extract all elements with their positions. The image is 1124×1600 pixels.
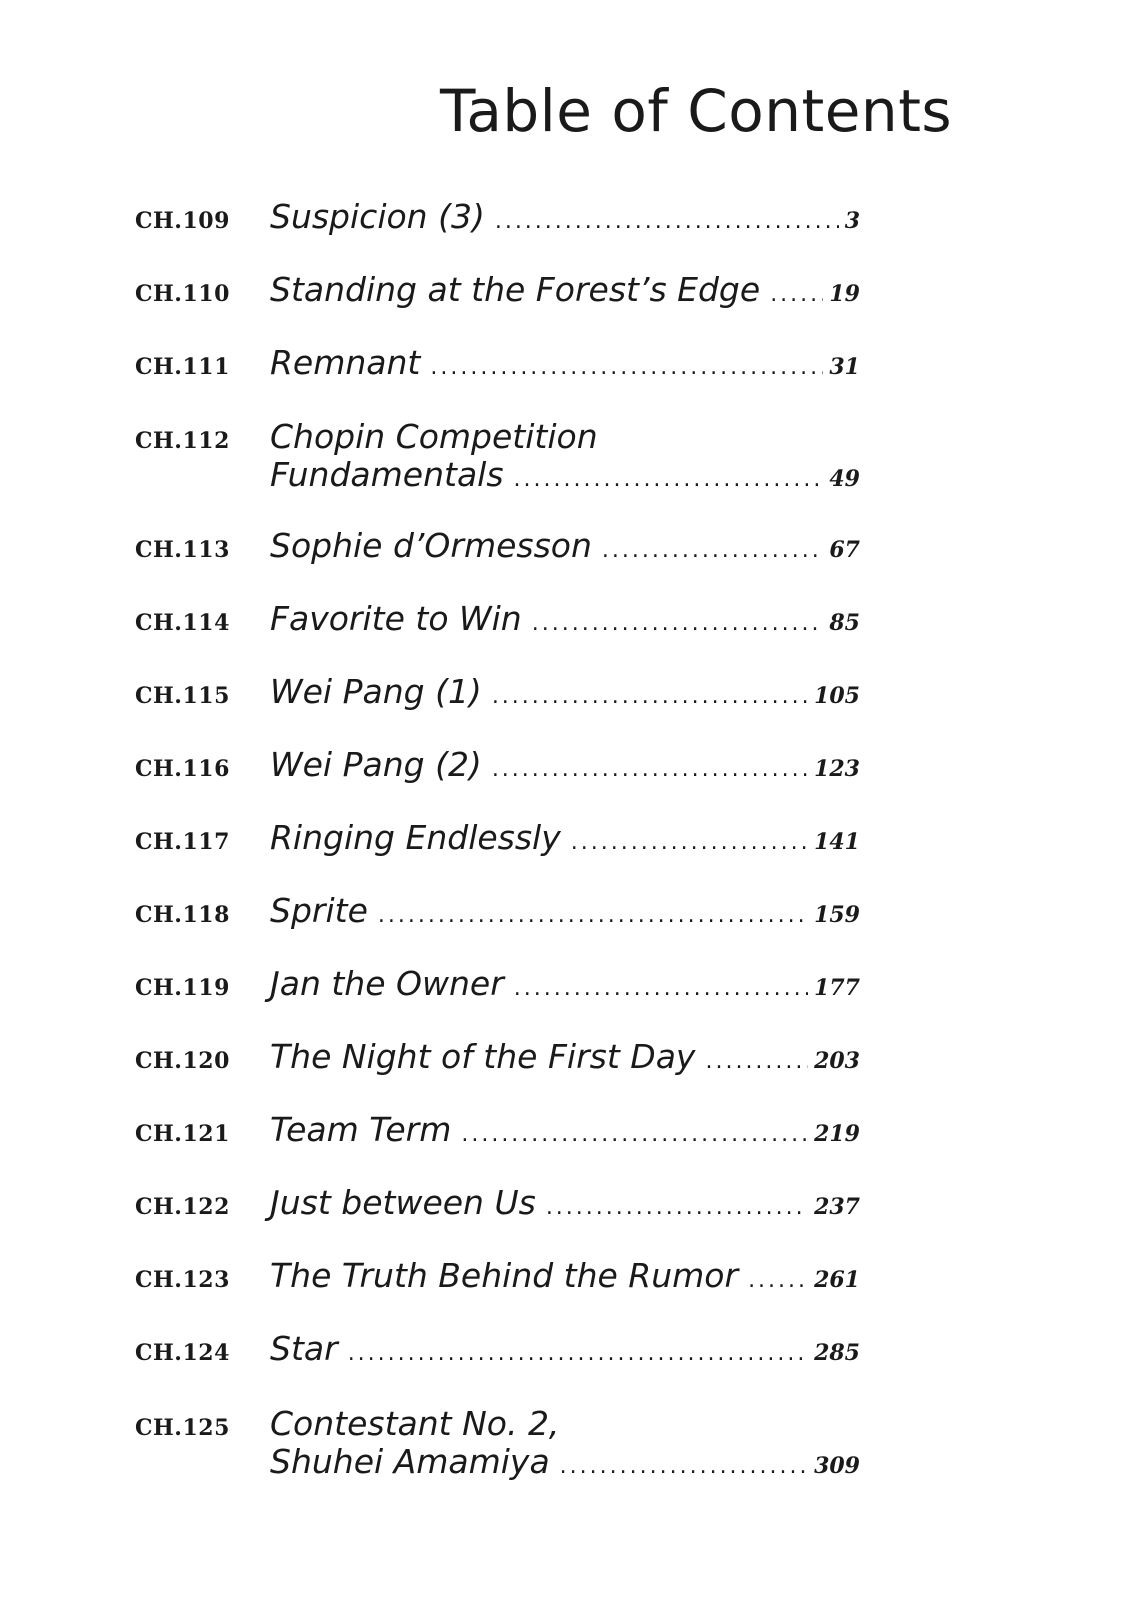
- chapter-number: CH.113: [135, 537, 230, 563]
- entry-body: [270, 819, 860, 862]
- dot-leader: [571, 824, 808, 862]
- page-number: 49: [829, 466, 860, 492]
- page-number: 203: [814, 1048, 860, 1074]
- chapter-title: Just between Us: [270, 1183, 536, 1222]
- entry-body: [270, 198, 860, 241]
- entry-line: [270, 1038, 860, 1081]
- dot-leader: [430, 349, 823, 387]
- chapter-number: CH.124: [135, 1340, 230, 1366]
- entry-line: [270, 746, 860, 789]
- chapter-title: Sprite: [270, 891, 368, 930]
- chapter-number: CH.111: [135, 354, 230, 380]
- entry-body: [270, 1038, 860, 1081]
- chapter-title-line1: Chopin Competition: [270, 417, 598, 456]
- chapter-title: Star: [270, 1329, 338, 1368]
- entry-body: [270, 1184, 860, 1227]
- dot-leader: [461, 1116, 808, 1154]
- entry-line: [270, 344, 860, 387]
- chapter-title: Standing at the Forest’s Edge: [270, 270, 761, 309]
- entry-body: [270, 746, 860, 789]
- chapter-number: CH.116: [135, 756, 230, 782]
- entry-line: [270, 527, 860, 570]
- entry-line: [270, 198, 860, 241]
- chapter-title: Jan the Owner: [270, 964, 504, 1003]
- chapter-title: The Truth Behind the Rumor: [270, 1256, 739, 1295]
- dot-leader: [546, 1189, 808, 1227]
- chapter-title: Ringing Endlessly: [270, 818, 561, 857]
- chapter-title: Team Term: [270, 1110, 452, 1149]
- chapter-number: CH.109: [135, 208, 230, 234]
- chapter-number: CH.110: [135, 281, 230, 307]
- entry-line: [270, 1184, 860, 1227]
- entry-body: [270, 1111, 860, 1154]
- chapter-number: CH.123: [135, 1267, 230, 1293]
- dot-leader: [492, 678, 808, 716]
- entry-body: [270, 1257, 860, 1300]
- entry-line: [270, 965, 860, 1008]
- dot-leader: [602, 532, 823, 570]
- page-number: 31: [829, 354, 860, 380]
- chapter-number: CH.121: [135, 1121, 230, 1147]
- dot-leader: [514, 461, 824, 499]
- chapter-number: CH.119: [135, 975, 230, 1001]
- entry-line: [270, 819, 860, 862]
- page-title: Table of Contents: [440, 77, 953, 145]
- entry-body: [270, 892, 860, 935]
- entry-body: [270, 600, 860, 643]
- entry-line: [270, 1443, 860, 1486]
- page-number: 261: [814, 1267, 860, 1293]
- dot-leader: [560, 1448, 808, 1486]
- chapter-title: Suspicion (3): [270, 197, 485, 236]
- chapter-number: CH.117: [135, 829, 230, 855]
- page-number: 141: [814, 829, 860, 855]
- chapter-title: Fundamentals: [270, 455, 504, 494]
- page-number: 219: [814, 1121, 860, 1147]
- entry-line: [270, 1405, 860, 1443]
- entry-line: [270, 418, 860, 456]
- chapter-number: CH.125: [135, 1415, 230, 1441]
- dot-leader: [748, 1262, 808, 1300]
- entry-body: [270, 271, 860, 314]
- dot-leader: [348, 1335, 808, 1373]
- entry-line: [270, 600, 860, 643]
- page-number: 237: [814, 1194, 860, 1220]
- page-number: 159: [814, 902, 860, 928]
- page-number: 285: [814, 1340, 860, 1366]
- dot-leader: [532, 605, 824, 643]
- chapter-number: CH.114: [135, 610, 230, 636]
- page-number: 177: [814, 975, 860, 1001]
- dot-leader: [705, 1043, 808, 1081]
- page-number: 123: [814, 756, 860, 782]
- page-number: 105: [814, 683, 860, 709]
- page-number: 309: [814, 1453, 860, 1479]
- dot-leader: [770, 276, 823, 314]
- entry-body: [270, 418, 860, 499]
- chapter-number: CH.120: [135, 1048, 230, 1074]
- chapter-title-line1: Contestant No. 2,: [270, 1404, 560, 1443]
- page-number: 3: [844, 208, 860, 234]
- page-number: 19: [829, 281, 860, 307]
- chapter-number: CH.118: [135, 902, 230, 928]
- entry-line: [270, 271, 860, 314]
- chapter-title: Shuhei Amamiya: [270, 1442, 550, 1481]
- chapter-number: CH.122: [135, 1194, 230, 1220]
- dot-leader: [492, 751, 808, 789]
- dot-leader: [514, 970, 808, 1008]
- entry-body: [270, 965, 860, 1008]
- entry-line: [270, 1111, 860, 1154]
- dot-leader: [378, 897, 808, 935]
- chapter-title: Wei Pang (1): [270, 672, 482, 711]
- chapter-number: CH.112: [135, 428, 230, 454]
- entry-body: [270, 344, 860, 387]
- entry-line: [270, 1330, 860, 1373]
- entry-line: [270, 673, 860, 716]
- entry-line: [270, 892, 860, 935]
- chapter-title: Sophie d’Ormesson: [270, 526, 592, 565]
- chapter-title: Remnant: [270, 343, 421, 382]
- chapter-title: Wei Pang (2): [270, 745, 482, 784]
- entry-body: [270, 1330, 860, 1373]
- entry-line: [270, 456, 860, 499]
- chapter-title: The Night of the First Day: [270, 1037, 696, 1076]
- dot-leader: [495, 203, 839, 241]
- chapter-number: CH.115: [135, 683, 230, 709]
- page-number: 67: [829, 537, 860, 563]
- entry-body: [270, 673, 860, 716]
- entry-body: [270, 527, 860, 570]
- entry-line: [270, 1257, 860, 1300]
- page-number: 85: [829, 610, 860, 636]
- chapter-title: Favorite to Win: [270, 599, 522, 638]
- entry-body: [270, 1405, 860, 1486]
